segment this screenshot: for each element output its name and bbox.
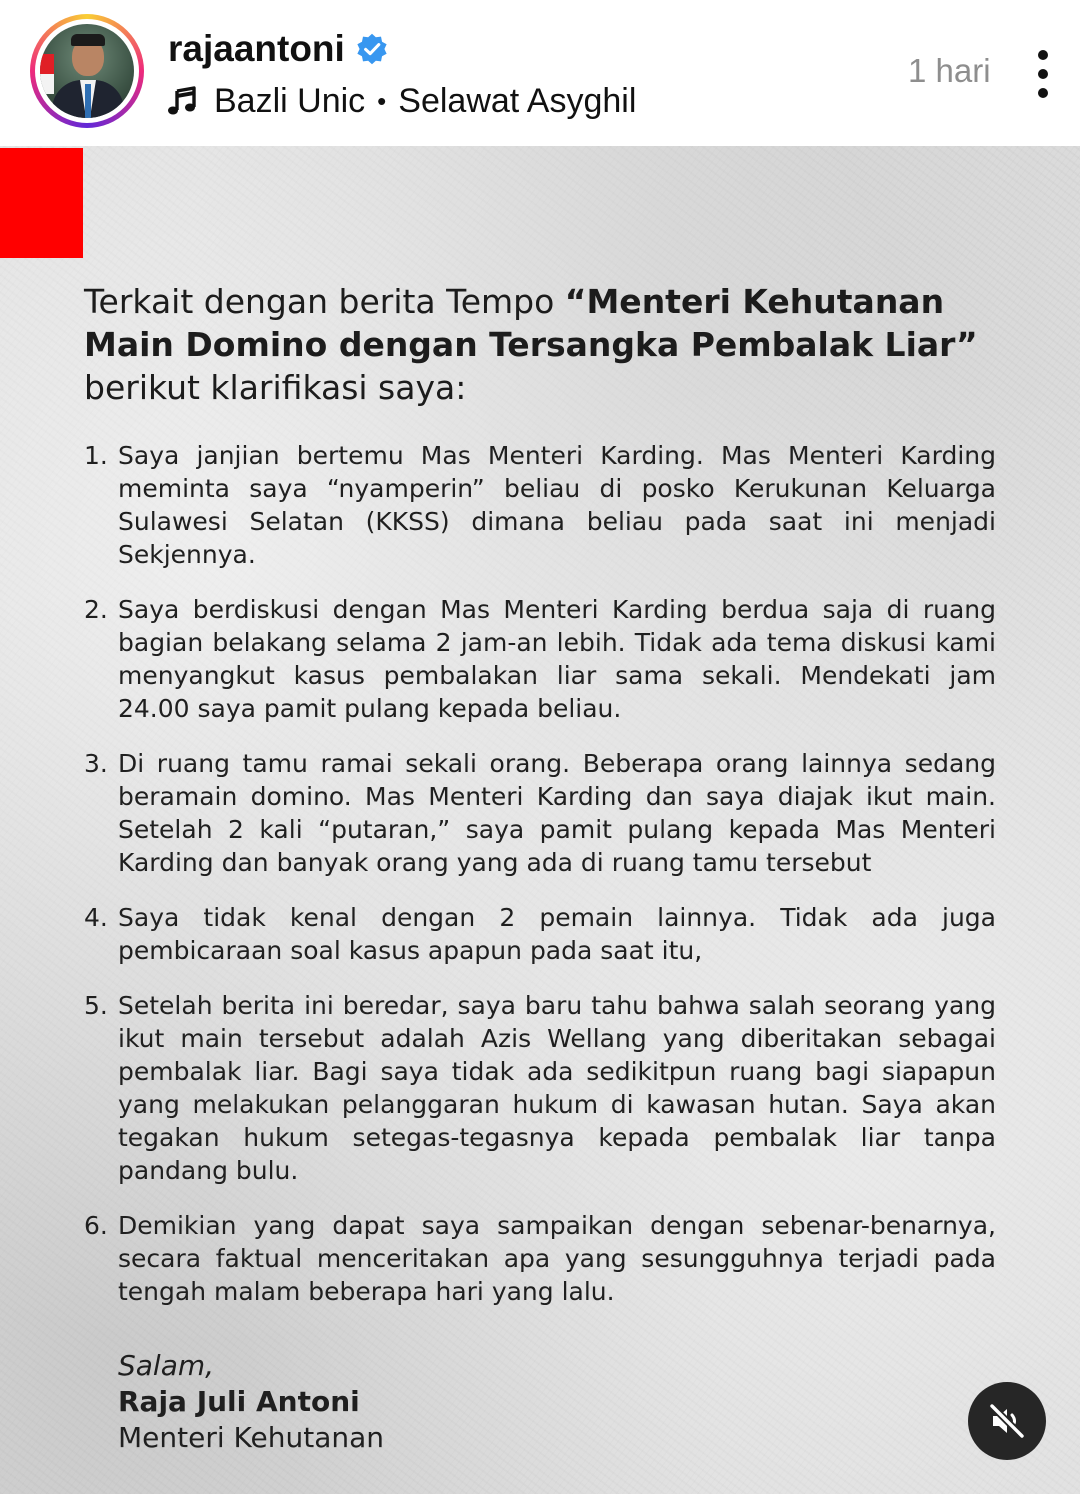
music-separator: • [377,85,387,116]
signature-block [118,1348,384,1456]
item-text: Di ruang tamu ramai sekali orang. Beberapa orang lainnya sedang beramain domino. Mas Menteri Karding dan saya diajak ikut main. Setelah 2 kali “putaran,” saya pamit pulang kepada Mas Menteri Karding dan banyak orang yang ada di ruang tamu tersebut [118,749,996,877]
statement-heading [84,280,996,409]
music-artist: Bazli Unic [214,81,366,120]
music-note-icon [166,85,198,117]
red-accent-block [0,148,83,258]
heading-outro: berikut klarifikasi saya: [84,368,467,407]
list-item [84,1209,996,1308]
heading-intro: Terkait dengan berita Tempo [84,282,565,321]
more-options-icon[interactable] [1028,50,1058,98]
list-item [84,593,996,725]
story-ring[interactable] [30,14,144,128]
music-title: Selawat Asyghil [398,81,637,120]
item-number: 3. [84,749,108,778]
list-item [84,989,996,1187]
speaker-muted-icon [987,1401,1027,1441]
item-number: 2. [84,595,108,624]
heading-quote: “Menteri Kehutanan Main Domino dengan Tersangka Pembalak Liar” [84,282,978,364]
greeting: Salam, [118,1349,215,1382]
list-item [84,747,996,879]
item-text: Saya janjian bertemu Mas Menteri Karding. Mas Menteri Karding meminta saya “nyamperin” beliau di posko Kerukunan Keluarga Sulawesi Selatan (KKSS) dimana beliau pada saat ini menjadi Sekjennya. [118,441,996,569]
item-number: 6. [84,1211,108,1240]
audio-attribution[interactable] [166,78,636,124]
signer-name: Raja Juli Antoni [118,1385,360,1418]
avatar[interactable] [40,24,134,118]
post-image[interactable] [0,146,1080,1494]
item-text: Saya berdiskusi dengan Mas Menteri Karding berdua saja di ruang bagian belakang selama 2 jam-an lebih. Tidak ada tema diskusi kami menyangkut kasus pembalakan liar sama sekali. Mendekati jam 24.00 saya pamit pulang kepada beliau. [118,595,996,723]
mute-toggle-button[interactable] [968,1382,1046,1460]
clarification-list [84,439,996,1330]
username-link[interactable]: rajaantoni [168,28,345,69]
item-text: Demikian yang dapat saya sampaikan dengan sebenar-benarnya, secara faktual menceritakan apa yang sesungguhnya terjadi pada tengah malam beberapa hari yang lalu. [118,1211,996,1306]
post-header [0,0,1080,146]
verified-badge-icon [355,32,389,66]
post-timestamp: 1 hari [908,52,991,89]
item-text: Saya tidak kenal dengan 2 pemain lainnya. Tidak ada juga pembicaraan soal kasus apapun pada saat itu, [118,903,996,965]
item-number: 4. [84,903,108,932]
list-item [84,439,996,571]
item-text: Setelah berita ini beredar, saya baru tahu bahwa salah seorang yang ikut main tersebut adalah Azis Wellang yang diberitakan sebagai pembalak liar. Bagi saya tidak ada sedikitpun ruang bagi siapapun yang melakukan pelanggaran hukum di kawasan hutan. Saya akan tegakan hukum setegas-tegasnya kepada pembalak liar tanpa pandang bulu. [118,991,996,1185]
item-number: 5. [84,991,108,1020]
username-row [168,26,389,72]
list-item [84,901,996,967]
item-number: 1. [84,441,108,470]
signer-title: Menteri Kehutanan [118,1421,384,1454]
